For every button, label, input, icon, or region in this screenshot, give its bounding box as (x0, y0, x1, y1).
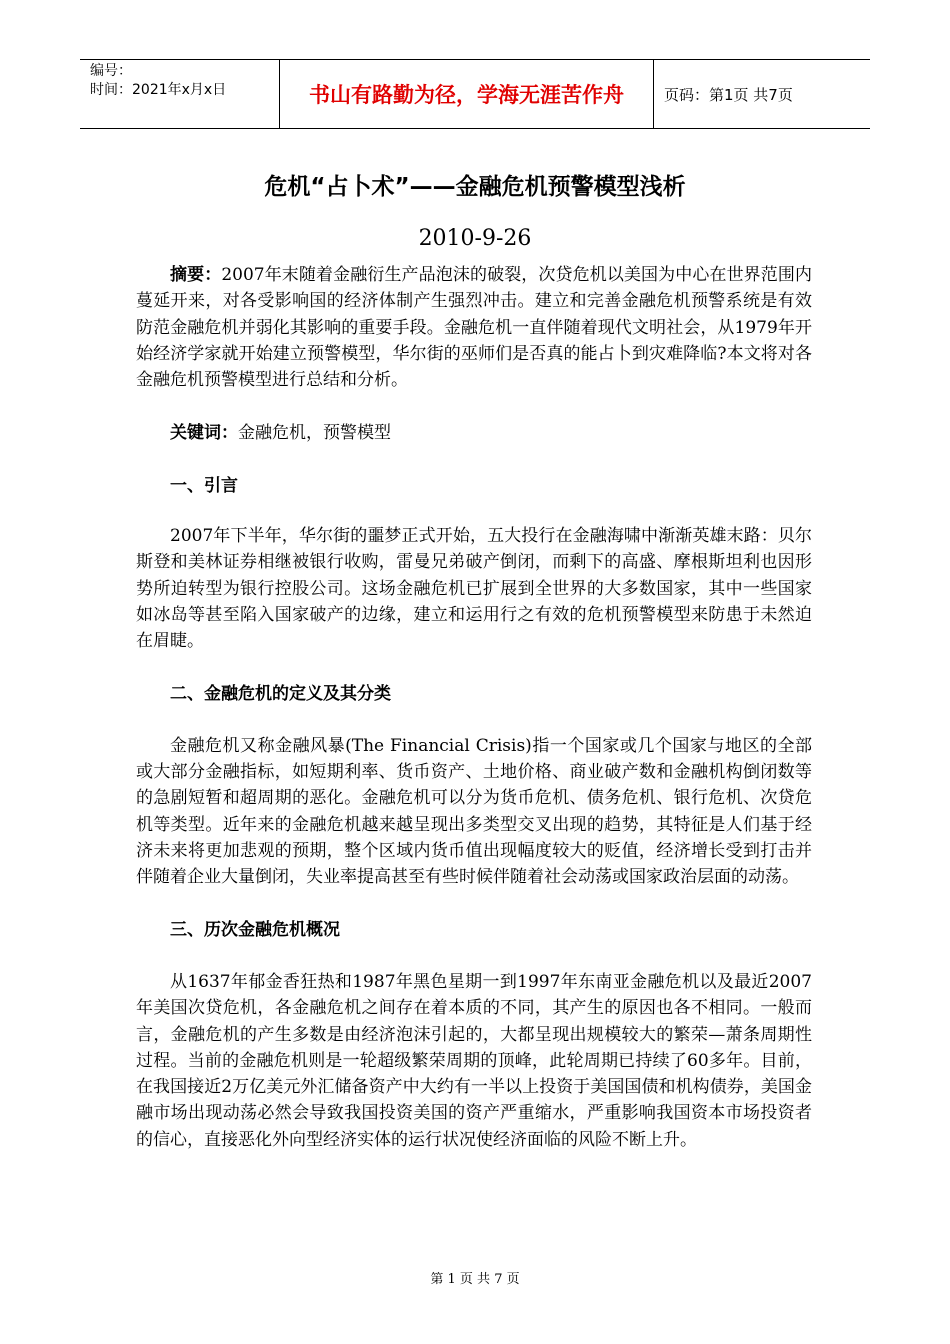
document-title: 危机“占卜术”——金融危机预警模型浅析 (264, 174, 686, 200)
keywords-text: 金融危机，预警模型 (238, 423, 391, 444)
page-footer: 第 1 页 共 7 页 (430, 1272, 520, 1287)
section-heading: 二、金融危机的定义及其分类 (170, 683, 391, 704)
abstract-label: 摘要： (170, 265, 222, 285)
time-label: 时间：2021年x月x日 (90, 82, 227, 98)
document-date: 2010-9-26 (418, 226, 532, 251)
abstract-text: 2007年末随着金融衍生产品泡沫的破裂，次贷危机以美国为中心在世界范围内蔓延开来，对各受影响国的经济体制产生强烈冲击。建立和完善金融危机预警系统是有效防范金融危机并弱化其影响的重要手段。金融危机一直伴随着现代文明社会，从1979年开始经济学家就开始建立预警模型，华尔街的巫师们是否真的能占卜到灾难降临?本文将对各金融危机预警模型进行总结和分析。 (136, 265, 813, 391)
section-paragraph: 金融危机又称金融风暴(The Financial Crisis)指一个国家或几个国家与地区的全部或大部分金融指标，如短期利率、货币资产、土地价格、商业破产数和金融机构倒闭数等的急剧短暂和超周期的恶化。金融危机可以分为货币危机、债务危机、银行危机、次贷危机等类型。近年来的金融危机越来越呈现出多类型交叉出现的趋势，其特征是人们基于经济未来将更加悲观的预期，整个区域内货币值出现幅度较大的贬值，经济增长受到打击并伴随着企业大量倒闭，失业率提高甚至有些时候伴随着社会动荡或国家政治层面的动荡。 (136, 735, 812, 888)
abstract (136, 262, 812, 393)
keywords-label: 关键词： (170, 423, 238, 444)
section-heading: 三、历次金融危机概况 (170, 919, 340, 940)
motto: 书山有路勤为径，学海无涯苦作舟 (280, 60, 654, 128)
page-info: 页码：第1页 共7页 (664, 85, 793, 104)
section-paragraph: 从1637年郁金香狂热和1987年黑色星期一到1997年东南亚金融危机以及最近2007年美国次贷危机，各金融危机之间存在着本质的不同，其产生的原因也各不相同。一般而言，金融危机的产生多数是由经济泡沫引起的，大都呈现出规模较大的繁荣—萧条周期性过程。当前的金融危机则是一轮超级繁荣周期的顶峰，此轮周期已持续了60多年。目前，在我国接近2万亿美元外汇储备资产中大约有一半以上投资于美国国债和机构债券，美国金融市场出现动荡必然会导致我国投资美国的资产严重缩水，严重影响我国资本市场投资者的信心，直接恶化外向型经济实体的运行状况使经济面临的风险不断上升。 (136, 971, 812, 1150)
header-table (80, 59, 870, 129)
number-label: 编号： (90, 63, 132, 79)
keywords (136, 420, 812, 446)
section-paragraph: 2007年下半年，华尔街的噩梦正式开始，五大投行在金融海啸中渐渐英雄末路：贝尔斯登和美林证券相继被银行收购，雷曼兄弟破产倒闭，而剩下的高盛、摩根斯坦利也因形势所迫转型为银行控股公司。这场金融危机已扩展到全世界的大多数国家，其中一些国家如冰岛等甚至陷入国家破产的边缘，建立和运用行之有效的危机预警模型来防患于未然迫在眉睫。 (136, 526, 812, 652)
document-body (136, 262, 812, 1153)
section-heading: 一、引言 (170, 475, 238, 496)
header-meta-cell (80, 60, 280, 128)
